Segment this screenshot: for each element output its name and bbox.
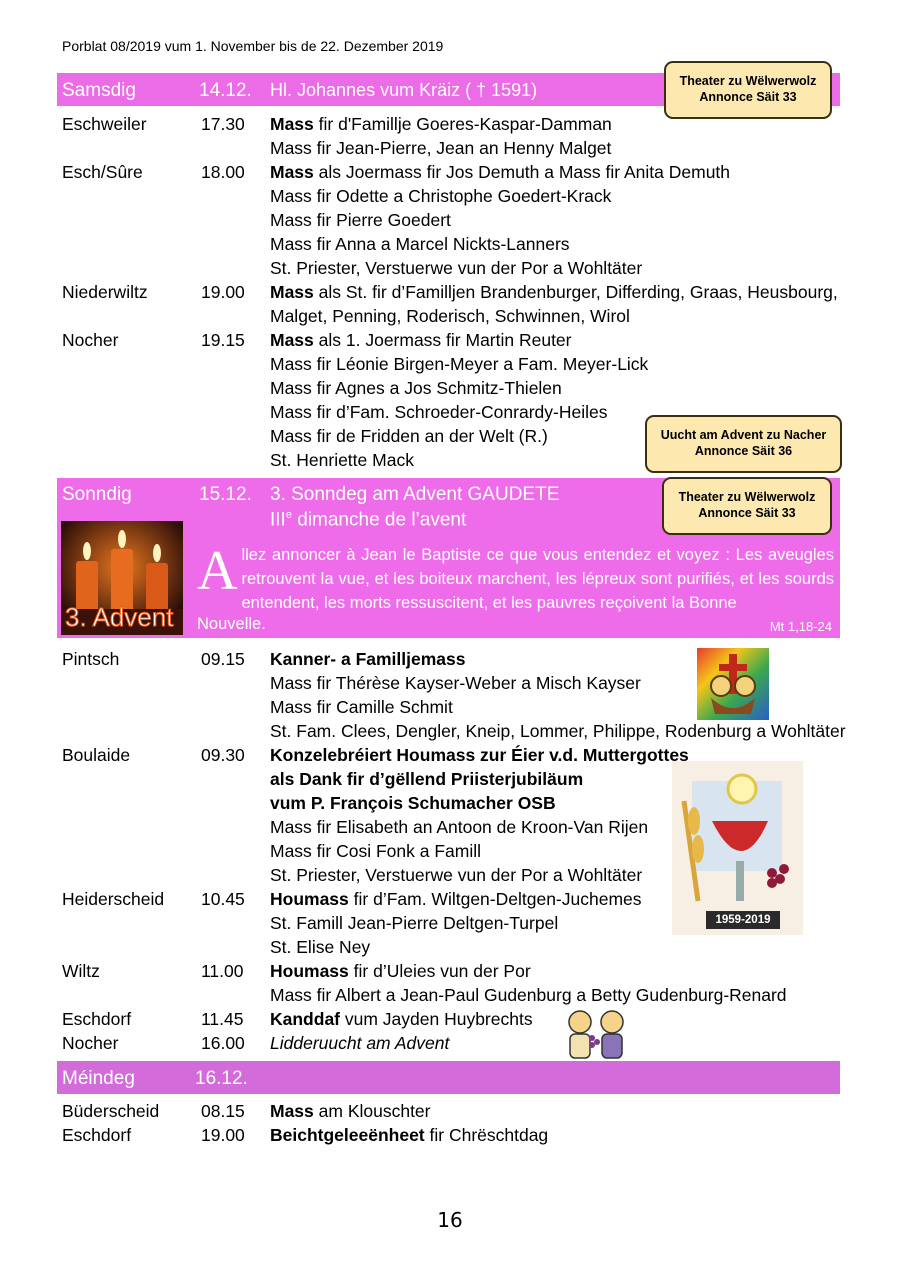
mass-detail: am Klouschter (313, 1101, 431, 1121)
ad-line1: Theater zu Wëlwerwolz (679, 74, 817, 88)
mass-intention (270, 162, 730, 183)
mass-type: Houmass (270, 889, 349, 909)
mass-detail: Mass fir Albert a Jean-Paul Gudenburg a Betty Gudenburg-Renard (270, 985, 787, 1005)
mass-type: Houmass (270, 961, 349, 981)
day-band-monday (57, 1061, 840, 1094)
mass-intention (270, 985, 787, 1006)
mass-intention (270, 1125, 548, 1146)
mass-detail: Mass fir Elisabeth an Antoon de Kroon-Van Rijen (270, 817, 649, 837)
mass-detail: fir Chrëschtdag (424, 1125, 549, 1145)
mass-detail: als St. fir d’Familljen Brandenburger, Differding, Graas, Heusbourg, (313, 282, 838, 302)
location-name: Nocher (62, 330, 119, 350)
mass-intention (270, 649, 466, 670)
feast-name-french: IIIe dimanche de l’avent (270, 509, 467, 531)
mass-time: 18.00 (201, 162, 245, 182)
mass-time: 19.00 (201, 282, 245, 302)
mass-intention (270, 306, 630, 327)
jubilee-label: 1959-2019 (706, 911, 780, 929)
mass-time: 08.15 (201, 1101, 245, 1121)
mass-time: 11.00 (201, 961, 244, 981)
mass-time: 19.00 (201, 1125, 245, 1145)
mass-type: Mass (270, 330, 314, 350)
baptism-figures-image (562, 1008, 632, 1060)
mass-intention (270, 961, 531, 982)
mass-intention (270, 330, 572, 351)
mass-detail: St. Fam. Clees, Dengler, Kneip, Lommer, Philippe, Rodenburg a Wohltäter (270, 721, 846, 741)
day-name: Sonndig (62, 484, 132, 505)
mass-intention (270, 793, 556, 814)
mass-detail: Mass fir Camille Schmit (270, 697, 453, 717)
mass-intention (270, 138, 611, 159)
location-name: Niederwiltz (62, 282, 148, 302)
mass-detail: Mass fir de Fridden an der Welt (R.) (270, 426, 548, 446)
mass-detail: Mass fir Odette a Christophe Goedert-Krack (270, 186, 612, 206)
mass-time: 09.30 (201, 745, 245, 765)
location-name: Nocher (62, 1033, 119, 1053)
ad-line2: Annonce Säit 33 (698, 506, 796, 520)
mass-intention (270, 282, 838, 303)
mass-detail: als 1. Joermass fir Martin Reuter (313, 330, 572, 350)
feast-name: 3. Sonndeg am Advent GAUDETE (270, 484, 560, 505)
day-name: Méindeg (62, 1068, 135, 1089)
mass-detail: Mass fir Jean-Pierre, Jean an Henny Malget (270, 138, 612, 158)
uucht-advent-ad-box (645, 415, 842, 473)
mass-detail: St. Priester, Verstuerwe vun der Por a Wohltäter (270, 865, 643, 885)
location-name: Heiderscheid (62, 889, 165, 909)
theater-ad-box-sunday (662, 477, 832, 535)
location-name: Eschweiler (62, 114, 147, 134)
location-name: Esch/Sûre (62, 162, 143, 182)
jubilee-image (672, 761, 803, 935)
mass-time: 17.30 (201, 114, 245, 134)
location-name: Boulaide (62, 745, 131, 765)
mass-intention (270, 745, 689, 766)
mass-intention (270, 1101, 431, 1122)
mass-intention (270, 186, 611, 207)
mass-detail: St. Priester, Verstuerwe vun der Por a Wohltäter (270, 258, 643, 278)
mass-intention (270, 114, 612, 135)
mass-intention (270, 721, 846, 742)
page-number: 16 (437, 1208, 463, 1232)
mass-intention (270, 426, 548, 447)
mass-intention (270, 378, 562, 399)
mass-detail: Mass fir Agnes a Jos Schmitz-Thielen (270, 378, 562, 398)
mass-intention (270, 673, 641, 694)
theater-ad-box (664, 61, 832, 119)
mass-detail: St. Famill Jean-Pierre Deltgen-Turpel (270, 913, 559, 933)
mass-time: 19.15 (201, 330, 245, 350)
advent-image-label: 3. Advent (65, 602, 174, 632)
mass-detail: Mass fir Anna a Marcel Nickts-Lanners (270, 234, 570, 254)
mass-type: Mass (270, 1101, 314, 1121)
quote-text: llez annoncer à Jean le Baptiste ce que vous entendez et voyez : Les aveugles retrouvent la vue, et les boiteux marchent, les lépreux sont purifiés, et les sourds entendent, les morts ressuscitent, et les pauvres reçoivent la Bonne (241, 546, 834, 612)
mass-intention (270, 258, 642, 279)
location-name: Eschdorf (62, 1009, 132, 1029)
quote-initial: A (197, 540, 238, 602)
mass-detail: Malget, Penning, Roderisch, Schwinnen, Wirol (270, 306, 630, 326)
mass-intention (270, 865, 642, 886)
location-name: Pintsch (62, 649, 120, 669)
ad-line1: Uucht am Advent zu Nacher (660, 428, 827, 442)
family-mass-logo (697, 648, 769, 720)
location-name: Büderscheid (62, 1101, 160, 1121)
mass-intention (270, 913, 558, 934)
mass-type: Beichtgeleeënheet (270, 1125, 425, 1145)
mass-intention (270, 354, 648, 375)
mass-detail: vum Jayden Huybrechts (340, 1009, 533, 1029)
mass-time: 10.45 (201, 889, 245, 909)
day-date: 15.12. (199, 484, 252, 505)
mass-type: Mass (270, 282, 314, 302)
mass-intention (270, 450, 414, 471)
mass-type: Kanddaf (270, 1009, 340, 1029)
mass-detail: St. Henriette Mack (270, 450, 414, 470)
gospel-quote (197, 540, 834, 615)
page-header: Porblat 08/2019 vum 1. November bis de 22. Dezember 2019 (62, 38, 444, 54)
mass-intention (270, 234, 570, 255)
mass-intention (270, 841, 481, 862)
mass-detail: St. Elise Ney (270, 937, 371, 957)
mass-detail: Mass fir Cosi Fonk a Famill (270, 841, 482, 861)
mass-intention (270, 697, 453, 718)
mass-detail: fir d’Uleies vun der Por (348, 961, 531, 981)
mass-intention (270, 817, 648, 838)
mass-intention (270, 889, 642, 910)
feast-name: Hl. Johannes vum Kräiz ( † 1591) (270, 80, 538, 100)
mass-time: 11.45 (201, 1009, 244, 1029)
mass-detail: als Joermass fir Jos Demuth a Mass fir Anita Demuth (313, 162, 731, 182)
advent-candles-image (61, 521, 183, 635)
mass-intention (270, 210, 451, 231)
mass-type: Kanner- a Familljemass (270, 649, 466, 669)
quote-end: Nouvelle. (197, 615, 266, 633)
ad-line1: Theater zu Wëlwerwolz (678, 490, 816, 504)
mass-detail: fir d'Famillje Goeres-Kaspar-Damman (313, 114, 612, 134)
mass-type: Mass (270, 162, 314, 182)
mass-intention (270, 1009, 533, 1030)
mass-detail: fir d’Fam. Wiltgen-Deltgen-Juchemes (348, 889, 642, 909)
bible-reference: Mt 1,18-24 (769, 619, 832, 634)
day-date: 16.12. (195, 1068, 248, 1089)
mass-type: Mass (270, 114, 314, 134)
day-name: Samsdig (62, 80, 136, 101)
mass-type: vum P. François Schumacher OSB (270, 793, 556, 813)
mass-time: 16.00 (201, 1033, 245, 1053)
ad-line2: Annonce Säit 36 (694, 444, 793, 458)
mass-type: Konzelebréiert Houmass zur Éier v.d. Muttergottes (270, 745, 689, 765)
ad-line2: Annonce Säit 33 (699, 90, 797, 104)
mass-type: als Dank fir d’gëllend Priisterjubiläum (270, 769, 584, 789)
mass-intention (270, 402, 607, 423)
mass-detail: Mass fir Pierre Goedert (270, 210, 451, 230)
mass-intention (270, 769, 583, 790)
mass-detail: Mass fir d’Fam. Schroeder-Conrardy-Heiles (270, 402, 608, 422)
mass-intention (270, 1033, 449, 1054)
location-name: Eschdorf (62, 1125, 132, 1145)
mass-detail: Mass fir Léonie Birgen-Meyer a Fam. Meyer-Lick (270, 354, 649, 374)
mass-detail: Mass fir Thérèse Kayser-Weber a Misch Kayser (270, 673, 641, 693)
day-date: 14.12. (199, 80, 252, 101)
mass-intention (270, 937, 370, 958)
location-name: Wiltz (62, 961, 100, 981)
mass-time: 09.15 (201, 649, 245, 669)
event-title: Lidderuucht am Advent (270, 1033, 450, 1053)
